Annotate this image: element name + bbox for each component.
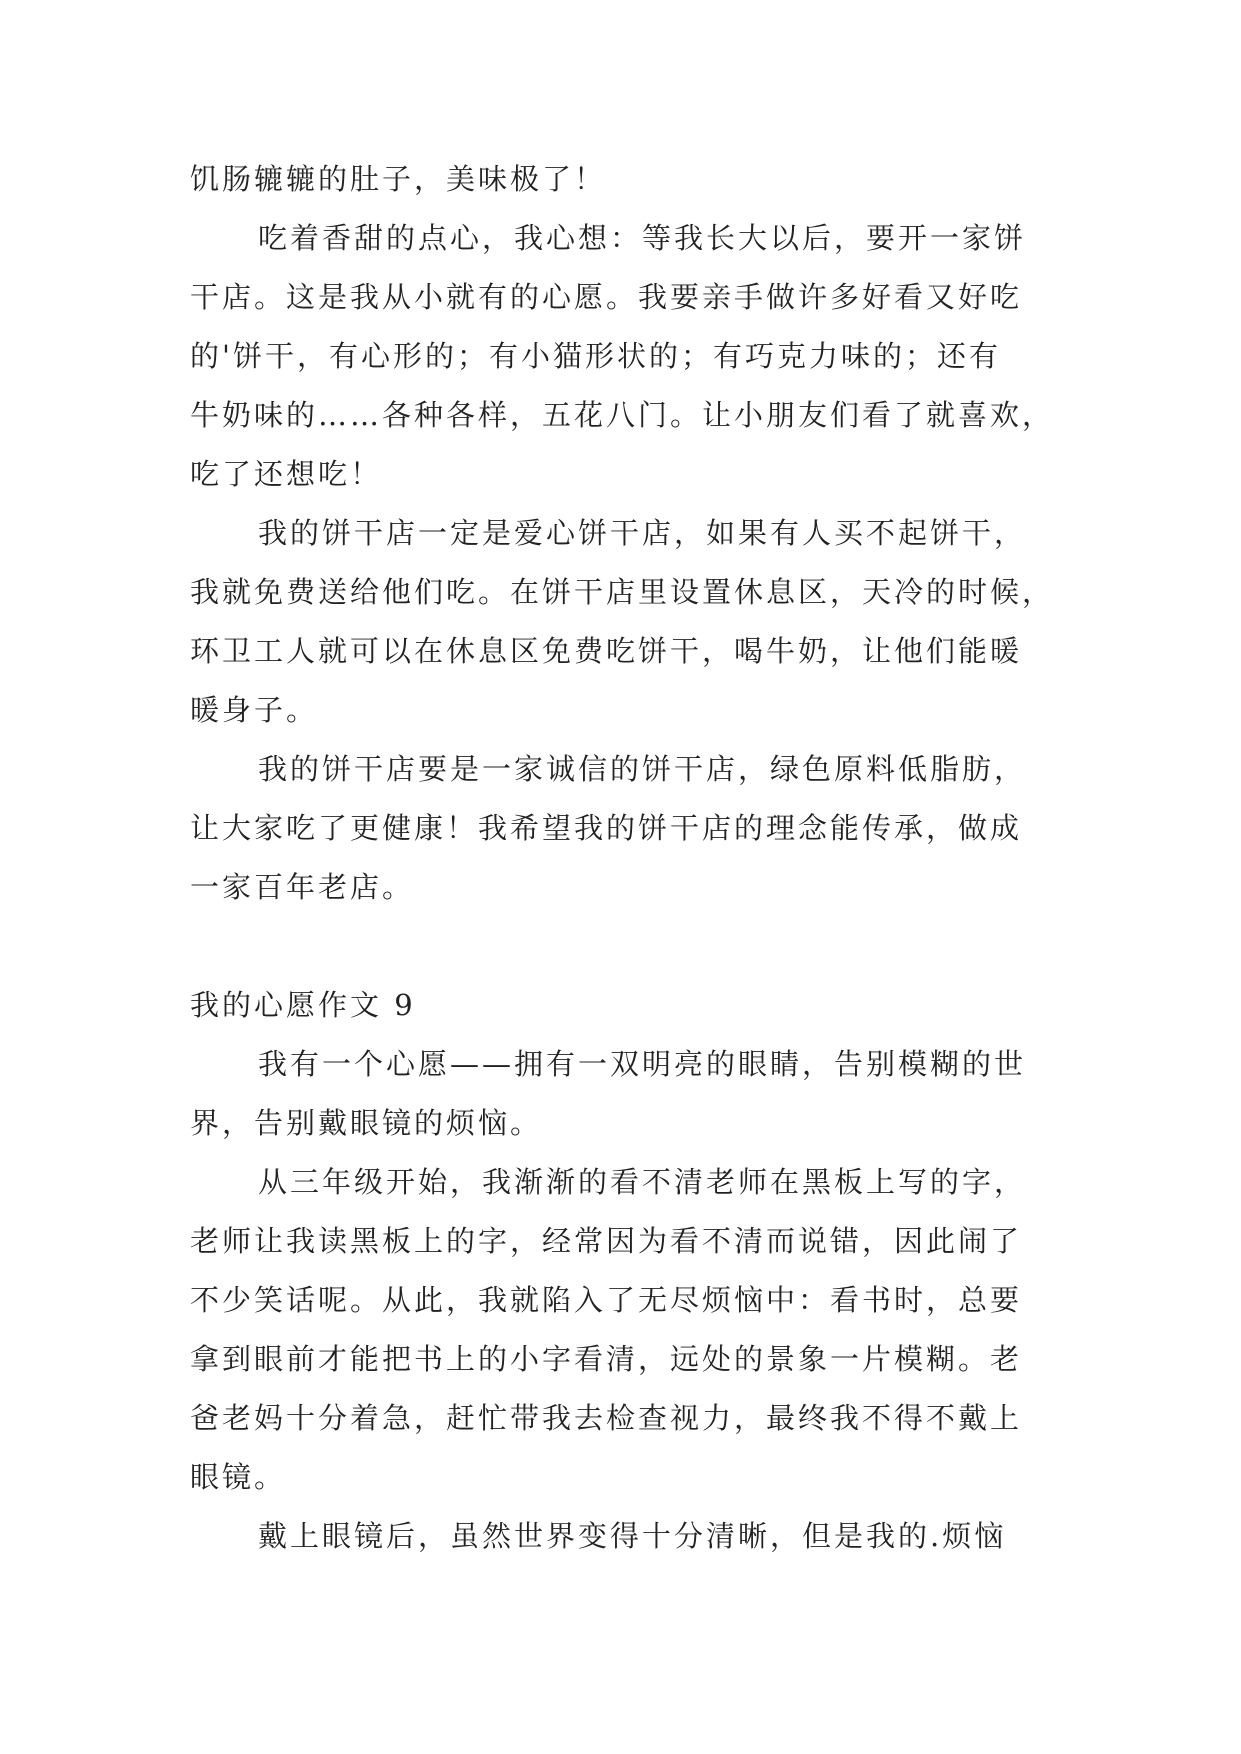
paragraph-start: 吃着香甜的点心，我心想：等我长大以后，要开一家饼: [258, 221, 1027, 255]
paragraph-start: 我有一个心愿——拥有一双明亮的眼睛，告别模糊的世: [258, 1047, 1027, 1081]
text-line: 不少笑话呢。从此，我就陷入了无尽烦恼中：看书时，总要: [190, 1283, 1023, 1317]
text-line: 暖身子。: [190, 693, 319, 727]
paragraph-start: 从三年级开始，我渐渐的看不清老师在黑板上写的字，: [258, 1165, 1027, 1199]
text-line: 老师让我读黑板上的字，经常因为看不清而说错，因此闹了: [190, 1224, 1023, 1258]
text-line: 吃了还想吃！: [190, 457, 383, 491]
text-line: 爸老妈十分着急，赶忙带我去检查视力，最终我不得不戴上: [190, 1401, 1023, 1435]
document-page: [190, 150, 1060, 1566]
text-line: 环卫工人就可以在休息区免费吃饼干，喝牛奶，让他们能暖: [190, 634, 1023, 668]
essay-title: 我的心愿作文 9: [190, 988, 416, 1022]
paragraph-start: 我的饼干店要是一家诚信的饼干店，绿色原料低脂肪，: [258, 752, 1027, 786]
text-line: 的'饼干，有心形的；有小猫形状的；有巧克力味的；还有: [190, 339, 1001, 373]
text-line: 让大家吃了更健康！我希望我的饼干店的理念能传承，做成: [190, 811, 1023, 845]
text-line: 饥肠辘辘的肚子，美味极了！: [190, 162, 607, 196]
section-gap: [190, 917, 1060, 976]
paragraph-start: 戴上眼镜后，虽然世界变得十分清晰，但是我的.烦恼: [258, 1519, 1007, 1553]
paragraph-start: 我的饼干店一定是爱心饼干店，如果有人买不起饼干，: [258, 516, 1027, 550]
text-line: 拿到眼前才能把书上的小字看清，远处的景象一片模糊。老: [190, 1342, 1023, 1376]
text-line: 我就免费送给他们吃。在饼干店里设置休息区，天冷的时候，: [190, 575, 1055, 609]
text-line: 牛奶味的……各种各样，五花八门。让小朋友们看了就喜欢，: [190, 398, 1055, 432]
text-line: 一家百年老店。: [190, 870, 415, 904]
text-line: 界，告别戴眼镜的烦恼。: [190, 1106, 543, 1140]
text-line: 干店。这是我从小就有的心愿。我要亲手做许多好看又好吃: [190, 280, 1023, 314]
text-line: 眼镜。: [190, 1460, 287, 1494]
